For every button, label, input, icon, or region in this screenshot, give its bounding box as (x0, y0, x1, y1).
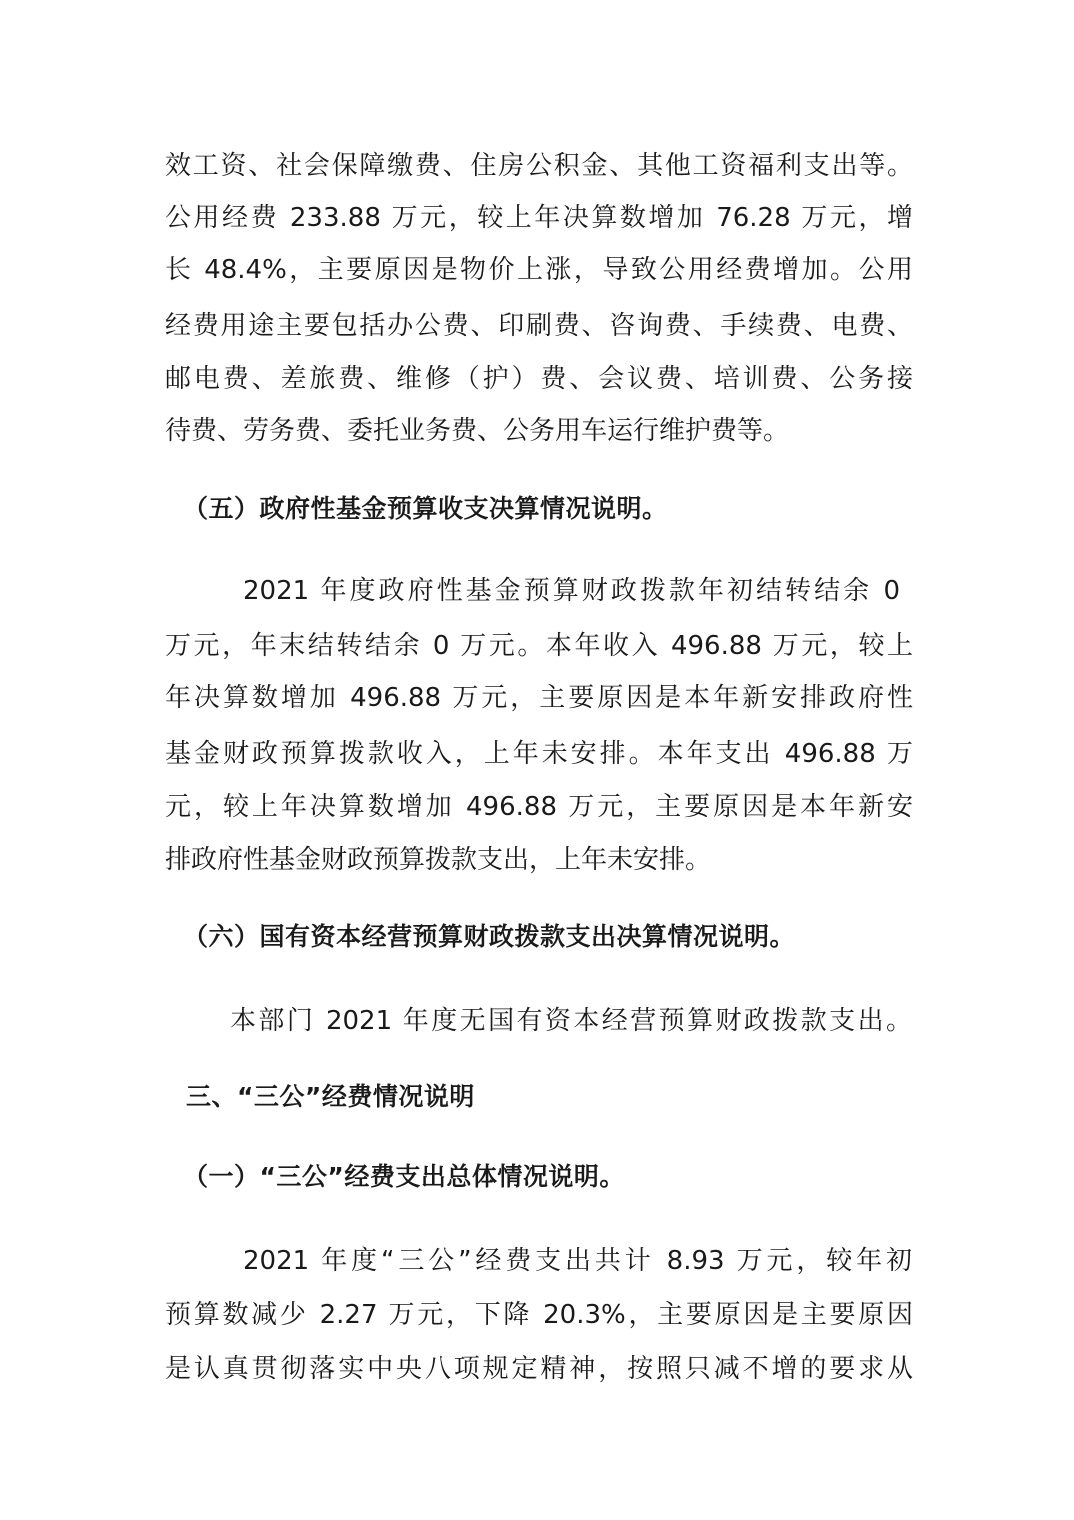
paragraph-line: 排政府性基金财政预算拨款支出，上年未安排。 (165, 845, 712, 875)
paragraph-line: 预算数减少 2.27 万元，下降 20.3%，主要原因是主要原因 (165, 1300, 913, 1330)
paragraph-line: 公用经费 233.88 万元，较上年决算数增加 76.28 万元，增 (165, 203, 913, 233)
paragraph-line: 邮电费、差旅费、维修（护）费、会议费、培训费、公务接 (165, 364, 913, 394)
paragraph-line: 经费用途主要包括办公费、印刷费、咨询费、手续费、电费、 (165, 311, 913, 341)
section-heading: （一）“三公”经费支出总体情况说明。 (183, 1162, 625, 1191)
paragraph-line: 元，较上年决算数增加 496.88 万元，主要原因是本年新安 (165, 792, 913, 822)
paragraph-line: 长 48.4%，主要原因是物价上涨，导致公用经费增加。公用 (165, 255, 913, 285)
section-heading: （五）政府性基金预算收支决算情况说明。 (183, 494, 668, 523)
paragraph-line: 是认真贯彻落实中央八项规定精神，按照只减不增的要求从 (165, 1354, 913, 1384)
paragraph-line: 本部门 2021 年度无国有资本经营预算财政拨款支出。 (230, 1006, 912, 1036)
section-heading: （六）国有资本经营预算财政拨款支出决算情况说明。 (183, 922, 796, 951)
paragraph-line: 2021 年度“三公”经费支出共计 8.93 万元，较年初 (243, 1246, 912, 1276)
paragraph-line: 万元，年末结转结余 0 万元。本年收入 496.88 万元，较上 (165, 631, 913, 661)
paragraph-line: 基金财政预算拨款收入，上年未安排。本年支出 496.88 万 (165, 739, 913, 769)
paragraph-line: 2021 年度政府性基金预算财政拨款年初结转结余 0 (243, 576, 900, 606)
chapter-heading: 三、“三公”经费情况说明 (186, 1082, 475, 1111)
paragraph-line: 待费、劳务费、委托业务费、公务用车运行维护费等。 (165, 416, 790, 446)
paragraph-line: 年决算数增加 496.88 万元，主要原因是本年新安排政府性 (165, 683, 913, 713)
paragraph-line: 效工资、社会保障缴费、住房公积金、其他工资福利支出等。 (165, 151, 913, 181)
